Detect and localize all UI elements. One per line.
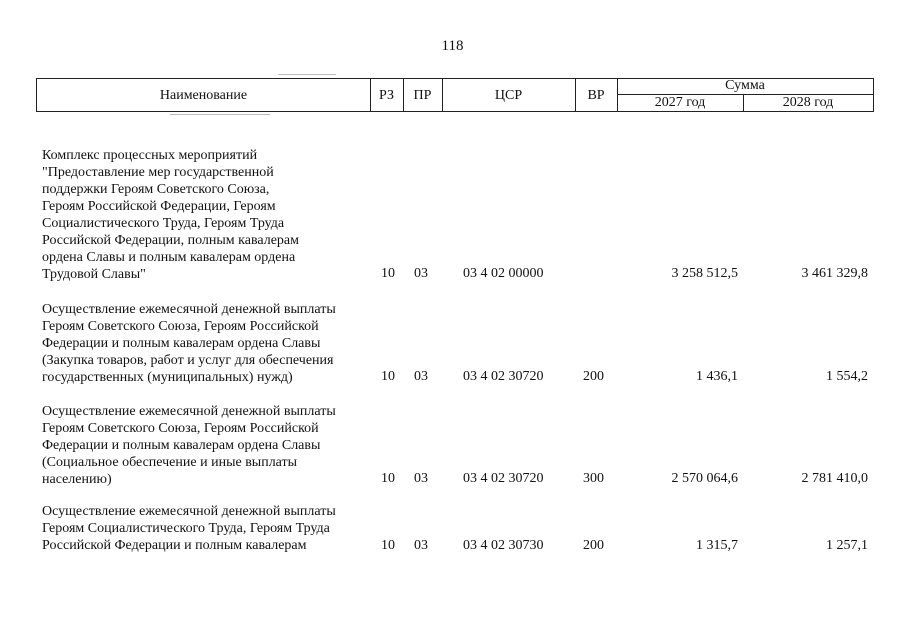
row-pr: 03 xyxy=(414,369,428,384)
page-number: 118 xyxy=(441,38,464,54)
row-name-line: государственных (муниципальных) нужд) xyxy=(42,370,293,385)
scan-artifact-bottom xyxy=(170,114,270,115)
row-csr: 03 4 02 30730 xyxy=(463,538,544,553)
row-sum-2028: 2 781 410,0 xyxy=(801,471,868,486)
header-sum: Сумма xyxy=(725,78,765,93)
row-sum-2028: 1 554,2 xyxy=(826,369,868,384)
row-name-line: Российской Федерации и полным кавалерам xyxy=(42,538,307,553)
row-name-line: Социалистического Труда, Героям Труда xyxy=(42,216,285,231)
row-pr: 03 xyxy=(414,266,428,281)
header-rz: РЗ xyxy=(379,88,394,103)
row-rz: 10 xyxy=(381,266,395,281)
row-sum-2027: 3 258 512,5 xyxy=(671,266,738,281)
row-vr: 200 xyxy=(583,369,604,384)
header-pr: ПР xyxy=(413,88,432,103)
header-year-2027: 2027 год xyxy=(654,95,706,110)
scan-artifact-top xyxy=(278,74,336,75)
row-rz: 10 xyxy=(381,538,395,553)
row-sum-2028: 3 461 329,8 xyxy=(801,266,868,281)
header-name: Наименование xyxy=(159,88,248,103)
header-vr: ВР xyxy=(587,88,605,103)
row-name-line: поддержки Героям Советского Союза, xyxy=(42,182,270,197)
row-pr: 03 xyxy=(414,538,428,553)
row-rz: 10 xyxy=(381,471,395,486)
table-header xyxy=(36,78,874,112)
row-name-line: Осуществление ежемесячной денежной выплаты xyxy=(42,302,336,317)
row-name xyxy=(42,403,372,488)
row-sum-2027: 2 570 064,6 xyxy=(671,471,738,486)
row-name-line: Героям Российской Федерации, Героям xyxy=(42,199,276,214)
row-csr: 03 4 02 30720 xyxy=(463,369,544,384)
row-name-line: (Социальное обеспечение и иные выплаты xyxy=(42,455,298,470)
row-vr: 200 xyxy=(583,538,604,553)
row-name-line: Комплекс процессных мероприятий xyxy=(42,148,258,163)
row-csr: 03 4 02 30720 xyxy=(463,471,544,486)
row-name-line: населению) xyxy=(42,472,112,487)
row-sum-2028: 1 257,1 xyxy=(826,538,868,553)
row-name-line: ордена Славы и полным кавалерам ордена xyxy=(42,250,296,265)
row-name-line: Героям Советского Союза, Героям Российской xyxy=(42,421,319,436)
row-pr: 03 xyxy=(414,471,428,486)
header-csr: ЦСР xyxy=(494,88,523,103)
row-name-line: Федерации и полным кавалерам ордена Славы xyxy=(42,438,321,453)
row-name-line: Осуществление ежемесячной денежной выплаты xyxy=(42,504,336,519)
row-csr: 03 4 02 00000 xyxy=(463,266,544,281)
row-name-line: "Предоставление мер государственной xyxy=(42,165,274,180)
row-name xyxy=(42,147,372,283)
row-sum-2027: 1 315,7 xyxy=(696,538,738,553)
row-name xyxy=(42,301,372,386)
header-year-2028: 2028 год xyxy=(782,95,834,110)
row-sum-2027: 1 436,1 xyxy=(696,369,738,384)
row-name-line: Трудовой Славы" xyxy=(42,267,146,282)
row-name-line: Федерации и полным кавалерам ордена Славы xyxy=(42,336,321,351)
row-name-line: Героям Социалистического Труда, Героям Труда xyxy=(42,521,330,536)
row-name-line: (Закупка товаров, работ и услуг для обеспечения xyxy=(42,353,334,368)
row-vr: 300 xyxy=(583,471,604,486)
row-name-line: Героям Советского Союза, Героям Российской xyxy=(42,319,319,334)
row-rz: 10 xyxy=(381,369,395,384)
row-name-line: Осуществление ежемесячной денежной выплаты xyxy=(42,404,336,419)
row-name xyxy=(42,503,372,554)
row-name-line: Российской Федерации, полным кавалерам xyxy=(42,233,300,248)
